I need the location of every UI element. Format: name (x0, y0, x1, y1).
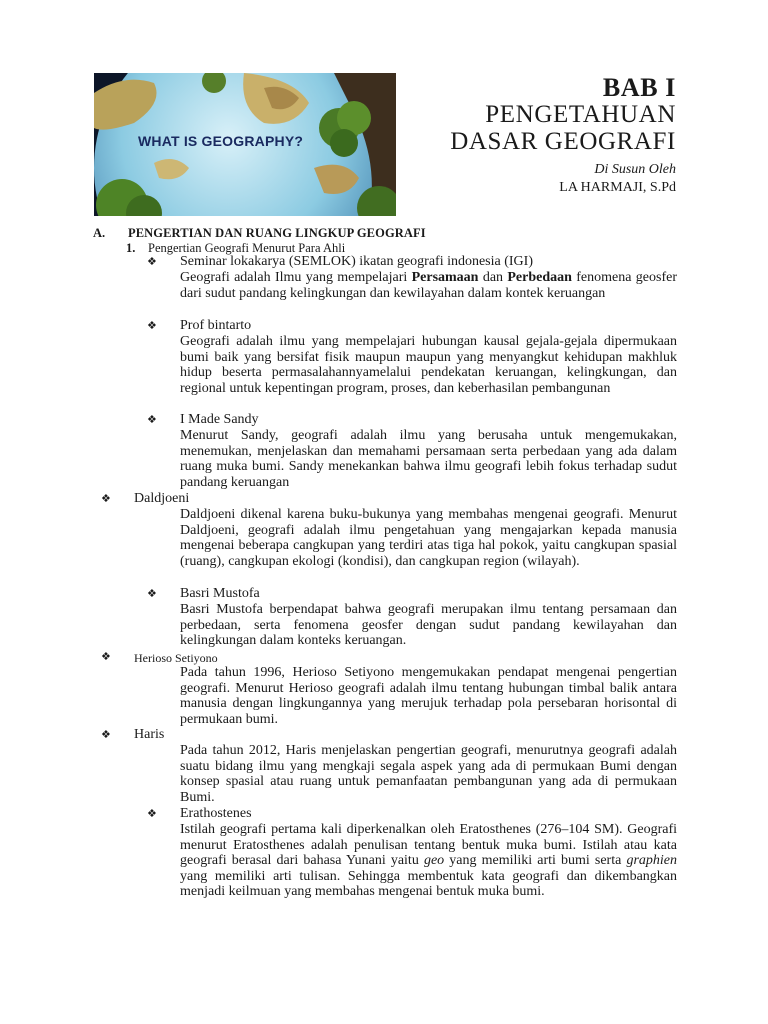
globe-header-image (94, 73, 396, 216)
subsection-title: Pengertian Geografi Menurut Para Ahli (148, 241, 346, 255)
bullet-icon: ❖ (147, 587, 157, 600)
bullet-icon: ❖ (147, 319, 157, 332)
chapter-number: BAB I (602, 73, 676, 102)
expert-text-mustofa: Basri Mustofa berpendapat bahwa geografi merupakan ilmu tentang persamaan dan perbedaan, serta fenomena geosfer dengan sudut pandang kewilayahan dan kelingkungan dalam konteks keruangan. (180, 602, 677, 649)
expert-text-bintarto: Geografi adalah ilmu yang mempelajari hubungan kausal gejala-gejala dipermukaan bumi baik yang bersifat fisik maupun maupun yang menyangkut kehidupan makhluk hidup beserta permasalahannyamelalui pendekatan keruangan, kelingkungan, dan regional untuk kepentingan program, proses, dan keberhasilan pembangunan (180, 334, 677, 396)
bullet-icon: ❖ (147, 807, 157, 820)
expert-name-igi: Seminar lokakarya (SEMLOK) ikatan geografi indonesia (IGI) (180, 254, 533, 269)
section-title: PENGERTIAN DAN RUANG LINGKUP GEOGRAFI (128, 226, 426, 240)
bullet-icon: ❖ (101, 650, 111, 663)
expert-name-sandy: I Made Sandy (180, 412, 259, 427)
subsection-number: 1. (126, 241, 136, 255)
byline: Di Susun Oleh (594, 162, 676, 177)
author-name: LA HARMAJI, S.Pd (559, 180, 676, 195)
chapter-title-line1: PENGETAHUAN (485, 101, 676, 128)
bullet-icon: ❖ (101, 728, 111, 741)
expert-text-setiyono: Pada tahun 1996, Herioso Setiyono mengemukakan pendapat mengenai pengertian geografi. Menurut Herioso geografi adalah ilmu tentang hubungan timbal balik antara manusia dengan lingkungannya yang merujuk terhadap pola persebaran horisontal di permukaan bumi. (180, 665, 677, 727)
chapter-title-line2: DASAR GEOGRAFI (450, 128, 676, 155)
expert-name-setiyono: Herioso Setiyono (134, 651, 218, 665)
section-letter: A. (93, 226, 106, 240)
bullet-icon: ❖ (147, 255, 157, 268)
globe-caption: WHAT IS GEOGRAPHY? (138, 133, 304, 149)
expert-text-erathostenes: Istilah geografi pertama kali diperkenalkan oleh Eratosthenes (276–104 SM). Geografi menurut Eratosthenes adalah penulisan tentang bentuk muka bumi. Istilah atau kata geografi berasal dari bahasa Yunani yaitu geo yang memiliki arti bumi serta graphien yang memiliki arti tulisan. Sehingga membentuk kata geografi dan dikembangkan menjadi keilmuan yang membahas mengenai bentuk muka bumi. (180, 822, 677, 900)
expert-name-haris: Haris (134, 727, 165, 742)
expert-text-haris: Pada tahun 2012, Haris menjelaskan pengertian geografi, menurutnya geografi adalah suatu bidang ilmu yang mengkaji segala aspek yang ada di permukaan Bumi dengan konsep spasial atau ruang untuk pemanfaatan pembangunan yang ada di permukaan Bumi. (180, 743, 677, 805)
bullet-icon: ❖ (101, 492, 111, 505)
bullet-icon: ❖ (147, 413, 157, 426)
expert-text-igi: Geografi adalah Ilmu yang mempelajari Persamaan dan Perbedaan fenomena geosfer dari sudut pandang kelingkungan dan kewilayahan dalam kontek keruangan (180, 270, 678, 301)
expert-text-sandy: Menurut Sandy, geografi adalah ilmu yang berusaha untuk mengemukakan, menemukan, menjelaskan dan memahami persamaan serta perbedaan yang ada dalam ruang muka bumi. Sandy menekankan bahwa ilmu geografi lebih fokus terhadap sudut pandang keruangan (180, 428, 677, 490)
expert-name-mustofa: Basri Mustofa (180, 586, 260, 601)
expert-text-daldjoeni: Daldjoeni dikenal karena buku-bukunya yang membahas mengenai geografi. Menurut Daldjoeni, geografi adalah ilmu pengetahuan yang mengajarkan kepada manusia mengenai beberapa cangkupan yang terdiri atas tiga hal pokok, yaitu cangkupan spasial (ruang), cangkupan ekologi (kondisi), dan cangkupan region (wilayah). (180, 507, 677, 569)
expert-name-daldjoeni: Daldjoeni (134, 491, 190, 506)
expert-name-bintarto: Prof bintarto (180, 318, 252, 333)
expert-name-erathostenes: Erathostenes (180, 806, 252, 821)
